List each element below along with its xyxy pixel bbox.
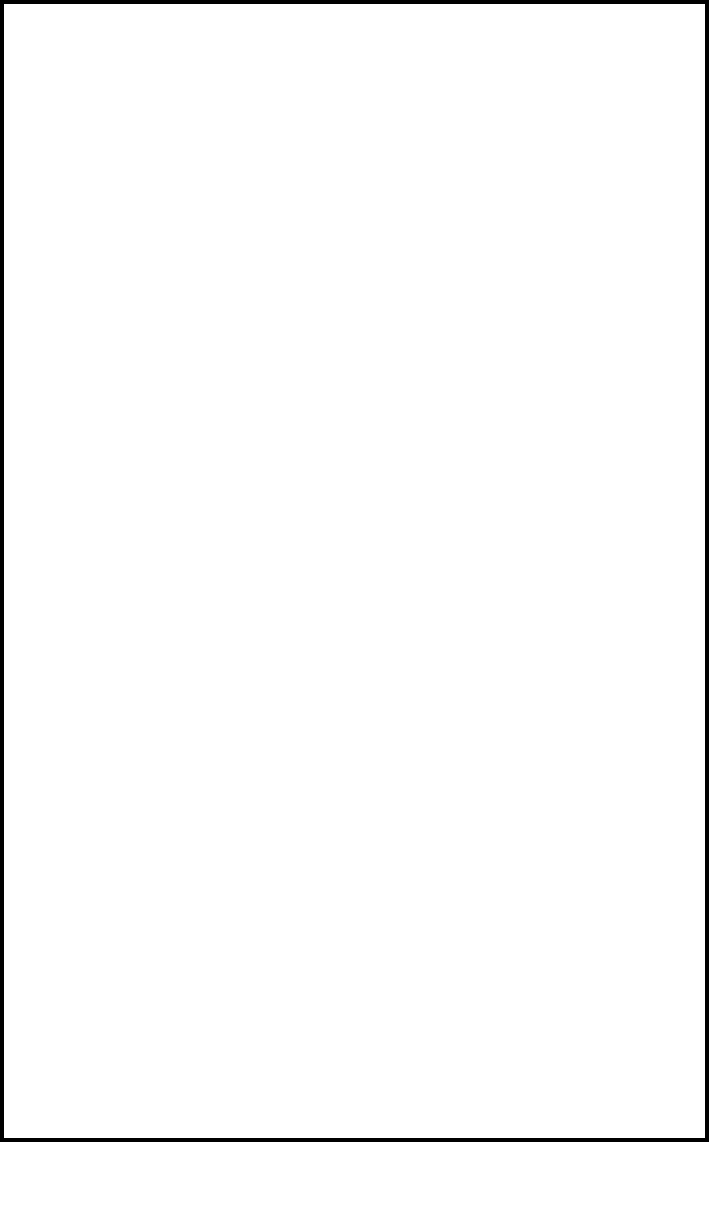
- notice-header: [4, 22, 705, 228]
- cross-and-white-rose-photo-icon: [24, 30, 229, 228]
- memorial-photo: [24, 22, 229, 228]
